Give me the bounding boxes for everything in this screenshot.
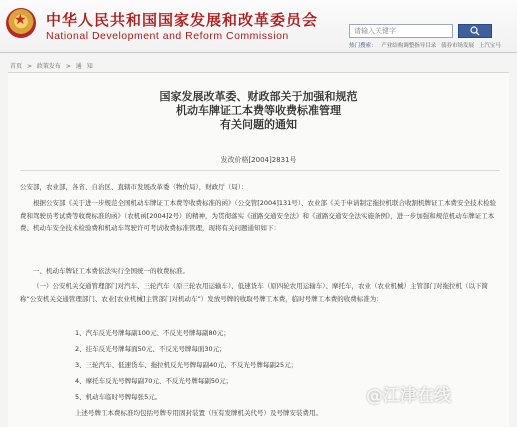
breadcrumb <box>10 61 96 70</box>
national-emblem-icon <box>6 8 36 38</box>
fee-item: 5、机动车临时号牌每张5元。 <box>75 393 162 401</box>
site-title-cn[interactable]: 中华人民共和国国家发展和改革委员会 <box>46 11 319 29</box>
fee-item: 2、挂车反光号牌每面50元、不反光号牌每面30元； <box>75 345 226 353</box>
intro-paragraph: 根据公安部《关于进一步规范全国机动车牌证工本费等收费标准的函》（公交管[2004]131号）、农业部《关于申请制定拖拉机联合收割机牌证工本费安全技术检验费和驾驶员考试费等收费标准的函》（农机函[2004]2号）的精神，为贯彻落实《道路交通安全法》和《道路交通安全法实施条例》，进一步加强和规范机动车牌证工本费、机动车安全技术检验费和机动车驾驶许可考试收费标准管理，现将有关问题通知如下： <box>20 199 497 232</box>
hot-search-label: 热门搜索： <box>349 43 377 49</box>
site-title-en[interactable]: National Development and Reform Commission <box>46 30 289 42</box>
hot-search-link[interactable]: 债券市场发展 <box>441 43 475 49</box>
article-title-line: 国家发展改革委、财政部关于加强和规范 <box>159 90 358 103</box>
title-divider <box>20 170 500 171</box>
recipients: 公安部，农业部，各省、自治区、直辖市发展改革委（物价局），财政厅（局）： <box>20 183 248 191</box>
search-input[interactable]: 请输入关键字 <box>349 24 453 38</box>
breadcrumb-separator: > <box>65 63 71 70</box>
closing-paragraph: 上述号牌工本费标准均包括号牌专用固封装置（压有发牌机关代号）及号牌安装费用。 <box>75 409 322 417</box>
article-title-line: 有关问题的通知 <box>220 118 297 131</box>
item-paragraph: （一）公安机关交通管理部门对汽车、三轮汽车（原三轮农用运输车）、低速货车（原四轮农用运输车）、摩托车，农业（农业机械）主管部门对拖拉机（以下简称“公安机关交通管理部门、农业[农业机械]主管部门对机动车”）发放号牌的收取号牌工本费，临时号牌工本费的收费标准为： <box>20 282 488 303</box>
fee-item: 3、三轮汽车、低速货车、拖拉机反光号牌每副40元、不反光号牌每副25元； <box>75 361 298 369</box>
hot-search-link[interactable]: 上汽宝马 <box>478 43 501 49</box>
hot-search-links <box>349 41 504 49</box>
article-title <box>0 90 517 132</box>
breadcrumb-notice-2[interactable]: 知 <box>86 63 93 70</box>
watermark: @江津在线 <box>366 386 451 406</box>
breadcrumb-separator: > <box>26 63 32 70</box>
breadcrumb-home[interactable]: 首页 <box>10 63 23 70</box>
fee-item: 4、摩托车反光号牌每副70元、不反光号牌每副50元； <box>75 377 233 385</box>
hot-search-link[interactable]: 产业结构调整指导目录 <box>381 43 437 49</box>
section-heading: 一、机动车牌证工本费依法实行全国统一的收费标准。 <box>33 267 189 275</box>
article-title-line: 机动车牌证工本费等收费标准管理 <box>176 104 341 117</box>
breadcrumb-policy[interactable]: 政策发布 <box>36 63 61 70</box>
search-button[interactable] <box>458 24 492 38</box>
site-header <box>0 0 517 53</box>
fee-item: 1、汽车反光号牌每副100元、不反光号牌每副80元； <box>75 329 230 337</box>
document-number: 发改价格[2004]2831号 <box>220 156 297 164</box>
search-icon <box>470 26 480 36</box>
breadcrumb-notice[interactable]: 通 <box>75 63 82 70</box>
